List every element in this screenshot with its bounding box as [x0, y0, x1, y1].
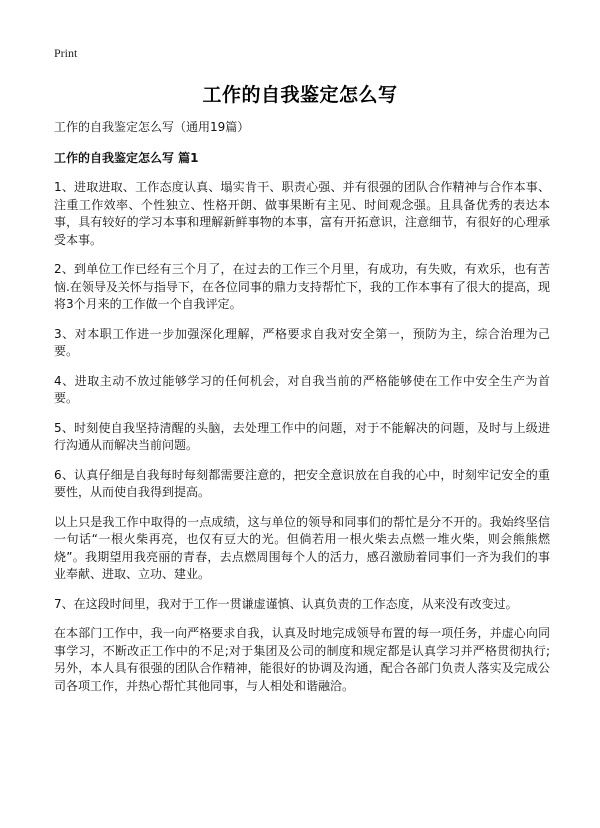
paragraph-4: 4、进取主动不放过能够学习的任何机会，对自我当前的严格能够使在工作中安全生产为首要。 [54, 373, 550, 405]
subtitle: 工作的自我鉴定怎么写（通用19篇） [54, 120, 250, 134]
section-heading: 工作的自我鉴定怎么写 篇1 [54, 150, 199, 165]
document-body [54, 119, 550, 707]
paragraph-summary: 以上只是我工作中取得的一点成绩，这与单位的领导和同事们的帮忙是分不开的。我始终坚信一句话“一根火柴再亮，也仅有豆大的光。但倘若用一根火柴去点燃一堆火柴，则会熊熊燃烧”。我期望用我亮丽的青春，去点燃周围每个人的活力，感召激励着同事们一齐为我们的事业奉献、进取、立功、建业。 [54, 514, 550, 581]
page-title: 工作的自我鉴定怎么写 [202, 84, 398, 106]
paragraph-2: 2、到单位工作已经有三个月了，在过去的工作三个月里，有成功，有失败，有欢乐，也有苦恼.在领导及关怀与指导下，在各位同事的鼎力支持帮忙下，我的工作本事有了很大的提高，现将3个月来的工作做一个自我评定。 [54, 262, 550, 311]
paragraph-1: 1、进取进取、工作态度认真、塌实肯干、职责心强、并有很强的团队合作精神与合作本事、注重工作效率、个性独立、性格开朗、做事果断有主见、时间观念强。且具备优秀的表达本事，具有较好的学习本事和理解新鲜事物的本事，富有开拓意识，注意细节，有很好的心理承受本事。 [54, 180, 550, 247]
paragraph-department: 在本部门工作中，我一向严格要求自我，认真及时地完成领导布置的每一项任务，并虚心向同事学习，不断改正工作中的不足;对于集团及公司的制度和规定都是认真学习并严格贯彻执行;另外，本人具有很强的团队合作精神，能很好的协调及沟通，配合各部门负责人落实及完成公司各项工作，并热心帮忙其他同事，与人相处和谐融洽。 [54, 626, 550, 693]
paragraph-3: 3、对本职工作进一步加强深化理解，严格要求自我对安全第一，预防为主，综合治理为己要。 [54, 326, 550, 358]
paragraph-6: 6、认真仔细是自我每时每刻都需要注意的，把安全意识放在自我的心中，时刻牢记安全的重要性，从而使自我得到提高。 [54, 467, 550, 499]
print-link[interactable]: Print [54, 46, 78, 60]
paragraph-5: 5、时刻使自我坚持清醒的头脑，去处理工作中的问题，对于不能解决的问题，及时与上级进行沟通从而解决当前问题。 [54, 420, 550, 452]
paragraph-7: 7、在这段时间里，我对于工作一贯谦虚谨慎、认真负责的工作态度，从来没有改变过。 [54, 596, 518, 611]
